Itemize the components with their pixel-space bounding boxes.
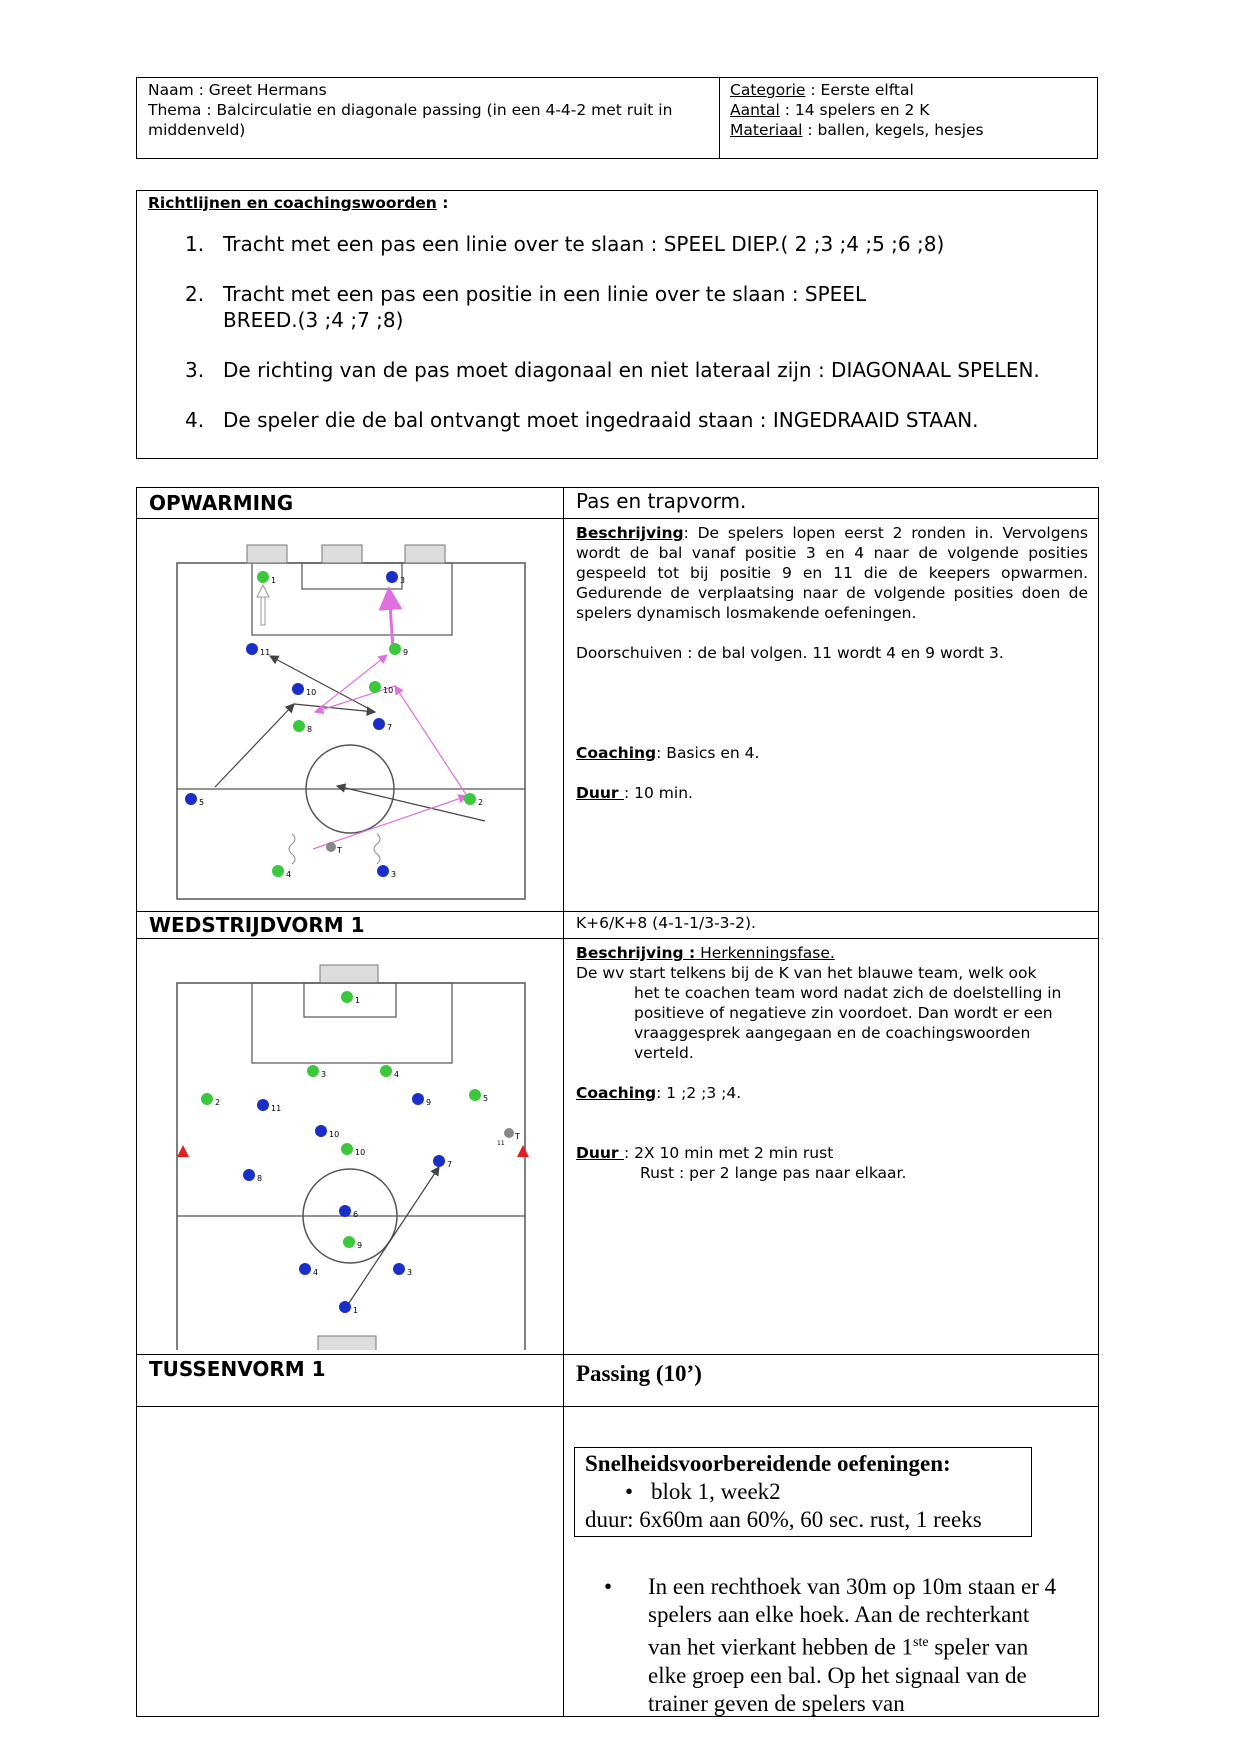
tussenvorm-text-cell bbox=[564, 1407, 1099, 1717]
header-right bbox=[730, 80, 984, 140]
bullet-icon: • bbox=[625, 1479, 634, 1504]
categorie-label: Categorie bbox=[730, 81, 806, 99]
player-green-9 bbox=[343, 1236, 362, 1250]
player-label: 1 bbox=[271, 576, 277, 585]
pass-line bbox=[349, 1167, 439, 1303]
training-table bbox=[136, 487, 1099, 1717]
player-label: 9 bbox=[403, 648, 409, 657]
player-green-10 bbox=[341, 1143, 365, 1157]
player-label: 5 bbox=[199, 798, 205, 807]
wedstrijdvorm-label: WEDSTRIJDVORM 1 bbox=[137, 912, 564, 939]
tussenvorm-bullet-sup: ste bbox=[913, 1635, 929, 1650]
goal-net-center bbox=[322, 545, 362, 563]
guideline-text: Tracht met een pas een positie in een linie over te slaan : SPEEL bbox=[223, 282, 867, 306]
wedstrijdvorm-duur bbox=[576, 1143, 1088, 1163]
bullet-icon: • bbox=[604, 1574, 613, 1599]
beschrijving-text: : De spelers lopen eerst 2 ronden in. Vervolgens wordt de bal vanaf positie 3 en 4 naar de volgende posities gespeeld tot bij positie 9 en 11 die de keepers opwarmen. Gedurende de verplaatsing naar de volgende posities doen de spelers dynamisch losmakende oefeningen. bbox=[576, 524, 1088, 622]
guideline-text: De speler die de bal ontvangt moet ingedraaid staan : INGEDRAAID STAAN. bbox=[223, 408, 979, 432]
tussenvorm-body-row bbox=[137, 1407, 1099, 1717]
coaching-text: : 1 ;2 ;3 ;4. bbox=[656, 1084, 742, 1102]
opwarming-beschrijving bbox=[576, 523, 1088, 623]
player-green-2 bbox=[464, 793, 483, 807]
player-label: 8 bbox=[257, 1174, 263, 1183]
opwarming-diagram-cell bbox=[137, 519, 564, 912]
duur-text: : 10 min. bbox=[623, 784, 693, 802]
player-blue-11 bbox=[257, 1099, 281, 1113]
guidelines-title-text: Richtlijnen en coachingswoorden bbox=[148, 194, 437, 212]
cone-right bbox=[517, 1145, 529, 1157]
guideline-item bbox=[137, 357, 1077, 383]
run-path bbox=[374, 834, 380, 864]
naam: Naam : Greet Hermans bbox=[148, 81, 327, 99]
player-green-4 bbox=[380, 1065, 399, 1079]
opwarming-body-row bbox=[137, 519, 1099, 912]
player-label: 1 bbox=[353, 1306, 359, 1315]
coaching-label: Coaching bbox=[576, 744, 657, 762]
opwarming-duur bbox=[576, 783, 1088, 803]
snelheid-box bbox=[574, 1447, 1032, 1537]
goal-net-bottom bbox=[318, 1336, 376, 1350]
opwarming-title: Pas en trapvorm. bbox=[564, 488, 1099, 519]
player-label: 9 bbox=[426, 1098, 432, 1107]
player-label: 10 bbox=[329, 1130, 340, 1139]
duur-label: Duur bbox=[576, 1144, 624, 1162]
guideline-num: 4. bbox=[185, 408, 205, 432]
tussenvorm-bullet-text-b: speler van elke groep een bal. Op het signaal van de trainer geven de spelers van bbox=[648, 1634, 1029, 1716]
player-blue-9 bbox=[412, 1093, 431, 1107]
beschrijving-suffix: Herkenningsfase. bbox=[695, 944, 835, 962]
player-label: 7 bbox=[387, 723, 393, 732]
pass-line bbox=[313, 796, 467, 849]
player-blue-3 bbox=[393, 1263, 412, 1277]
guideline-text: Tracht met een pas een linie over te slaan : SPEEL DIEP.( 2 ;3 ;4 ;5 ;6 ;8) bbox=[223, 232, 945, 256]
wedstrijdvorm-title: K+6/K+8 (4-1-1/3-3-2). bbox=[564, 912, 1099, 939]
cone-left bbox=[177, 1145, 189, 1157]
guideline-num: 2. bbox=[185, 282, 205, 306]
player-blue-10 bbox=[315, 1125, 339, 1139]
player-green-1 bbox=[257, 571, 276, 585]
player-label: 8 bbox=[307, 725, 313, 734]
player-blue-5 bbox=[185, 793, 204, 807]
guideline-item bbox=[137, 407, 1077, 433]
opwarming-header-row bbox=[137, 488, 1099, 519]
opwarming-coaching bbox=[576, 743, 1088, 763]
coaching-label: Coaching bbox=[576, 1084, 657, 1102]
goal-net-right bbox=[405, 545, 445, 563]
player-blue-3b bbox=[377, 865, 396, 879]
guideline-text-cont: BREED.(3 ;4 ;7 ;8) bbox=[223, 308, 404, 332]
guidelines-list bbox=[137, 231, 1077, 457]
wedstrijdvorm-diagram-cell bbox=[137, 939, 564, 1355]
materiaal-value: : ballen, kegels, hesjes bbox=[802, 121, 984, 139]
pitch-outline bbox=[177, 983, 525, 1350]
materiaal-label: Materiaal bbox=[730, 121, 803, 139]
wedstrijdvorm-body-row bbox=[137, 939, 1099, 1355]
player-label: 9 bbox=[357, 1241, 363, 1250]
trainer bbox=[326, 842, 342, 855]
player-blue-7 bbox=[373, 718, 392, 732]
keeper-green-1 bbox=[341, 991, 360, 1005]
player-label: 5 bbox=[483, 1094, 489, 1103]
player-label: 10 bbox=[355, 1148, 366, 1157]
player-label: 11 bbox=[271, 1104, 282, 1113]
tussenvorm-header-row bbox=[137, 1355, 1099, 1407]
player-label: 3 bbox=[400, 576, 406, 585]
guideline-num: 1. bbox=[185, 232, 205, 256]
header-left bbox=[148, 80, 720, 140]
tussenvorm-label: TUSSENVORM 1 bbox=[137, 1355, 564, 1407]
player-green-5 bbox=[469, 1089, 488, 1103]
wedstrijdvorm-beschrijving-head bbox=[576, 943, 1088, 963]
tussenvorm-bullet bbox=[604, 1573, 1064, 1718]
goal-net-top bbox=[320, 965, 378, 983]
pass-line bbox=[395, 686, 467, 796]
player-label: 11 bbox=[497, 1140, 505, 1147]
snelheid-duur: duur: 6x60m aan 60%, 60 sec. rust, 1 reeks bbox=[585, 1507, 982, 1532]
guideline-item bbox=[137, 231, 1077, 257]
player-label: 10 bbox=[306, 688, 317, 697]
duur-label: Duur bbox=[576, 784, 624, 802]
beschrijving-label: Beschrijving bbox=[576, 524, 684, 542]
guidelines-title bbox=[148, 194, 448, 212]
run-arrow-pink bbox=[389, 589, 393, 649]
wedstrijdvorm-text-cell bbox=[564, 939, 1099, 1355]
player-label: T bbox=[515, 1132, 520, 1141]
player-label: 6 bbox=[353, 1210, 359, 1219]
tussenvorm-title: Passing (10’) bbox=[564, 1355, 1099, 1407]
pass-line bbox=[215, 704, 294, 787]
player-label: 4 bbox=[313, 1268, 319, 1277]
player-label: T bbox=[337, 846, 342, 855]
player-label: 2 bbox=[215, 1098, 221, 1107]
run-arrow bbox=[261, 595, 265, 625]
snelheid-title: Snelheidsvoorbereidende oefeningen: bbox=[585, 1451, 951, 1476]
player-blue-4 bbox=[299, 1263, 318, 1277]
guideline-num: 3. bbox=[185, 358, 205, 382]
wedstrijdvorm-rust: Rust : per 2 lange pas naar elkaar. bbox=[640, 1164, 907, 1182]
wedstrijdvorm-beschrijving-line1: De wv start telkens bij de K van het blauwe team, welk ook bbox=[576, 964, 1037, 982]
guidelines-title-suffix: : bbox=[436, 194, 449, 212]
player-label: 11 bbox=[260, 648, 271, 657]
player-blue-10 bbox=[292, 683, 316, 697]
run-arrow-head bbox=[257, 585, 269, 597]
snelheid-bullet bbox=[585, 1478, 1021, 1506]
guideline-text: De richting van de pas moet diagonaal en niet lateraal zijn : DIAGONAAL SPELEN. bbox=[223, 358, 1040, 382]
player-green-8 bbox=[293, 720, 312, 734]
pitch-outline bbox=[177, 563, 525, 899]
duur-text: : 2X 10 min met 2 min rust bbox=[623, 1144, 834, 1162]
categorie-value: : Eerste elftal bbox=[805, 81, 914, 99]
run-path bbox=[289, 834, 295, 864]
player-label: 1 bbox=[355, 996, 361, 1005]
opwarming-text-cell bbox=[564, 519, 1099, 912]
coaching-text: : Basics en 4. bbox=[656, 744, 760, 762]
opwarming-label: OPWARMING bbox=[137, 488, 564, 519]
guidelines-box bbox=[136, 190, 1098, 459]
trainer bbox=[497, 1128, 520, 1147]
penalty-area bbox=[252, 563, 452, 635]
player-label: 3 bbox=[407, 1268, 413, 1277]
player-label: 4 bbox=[286, 870, 292, 879]
player-blue-6 bbox=[339, 1205, 358, 1219]
header-box bbox=[136, 77, 1098, 159]
player-green-3 bbox=[307, 1065, 326, 1079]
player-label: 2 bbox=[478, 798, 484, 807]
player-label: 7 bbox=[447, 1160, 453, 1169]
goal-net-left bbox=[247, 545, 287, 563]
pass-line bbox=[270, 656, 375, 712]
player-green-9 bbox=[389, 643, 408, 657]
thema: Thema : Balcirculatie en diagonale passing (in een 4-4-2 met ruit in middenveld) bbox=[148, 101, 673, 139]
opwarming-doorschuiven: Doorschuiven : de bal volgen. 11 wordt 4 en 9 wordt 3. bbox=[576, 644, 1004, 662]
snelheid-bullet-text: blok 1, week2 bbox=[651, 1479, 781, 1504]
player-label: 3 bbox=[321, 1070, 327, 1079]
player-blue-11 bbox=[246, 643, 270, 657]
player-green-2 bbox=[201, 1093, 220, 1107]
guideline-item bbox=[137, 281, 1077, 333]
keeper-blue-1 bbox=[339, 1301, 358, 1315]
player-green-4 bbox=[272, 865, 291, 879]
header-divider bbox=[719, 78, 720, 158]
beschrijving-label: Beschrijving : bbox=[576, 944, 696, 962]
opwarming-diagram bbox=[137, 519, 562, 907]
tussenvorm-bullet-text-a: In een rechthoek van 30m op 10m staan er 4 spelers aan elke hoek. Aan de rechterkant van het vierkant hebben de 1 bbox=[648, 1574, 1057, 1660]
player-label: 10 bbox=[383, 686, 394, 695]
aantal-label: Aantal bbox=[730, 101, 780, 119]
player-label: 4 bbox=[394, 1070, 400, 1079]
aantal-value: : 14 spelers en 2 K bbox=[779, 101, 930, 119]
tussenvorm-empty-cell bbox=[137, 1407, 564, 1717]
wedstrijdvorm-diagram bbox=[137, 939, 562, 1350]
wedstrijdvorm-header-row bbox=[137, 912, 1099, 939]
wedstrijdvorm-coaching bbox=[576, 1083, 1088, 1103]
player-label: 3 bbox=[391, 870, 397, 879]
wedstrijdvorm-beschrijving-line2: het te coachen team word nadat zich de doelstelling in positieve of negatieve zin voordoet. Dan wordt er een vraaggesprek aangegaan en de coachingswoorden verteld. bbox=[634, 984, 1062, 1062]
player-blue-8 bbox=[243, 1169, 262, 1183]
player-blue-7 bbox=[433, 1155, 452, 1169]
